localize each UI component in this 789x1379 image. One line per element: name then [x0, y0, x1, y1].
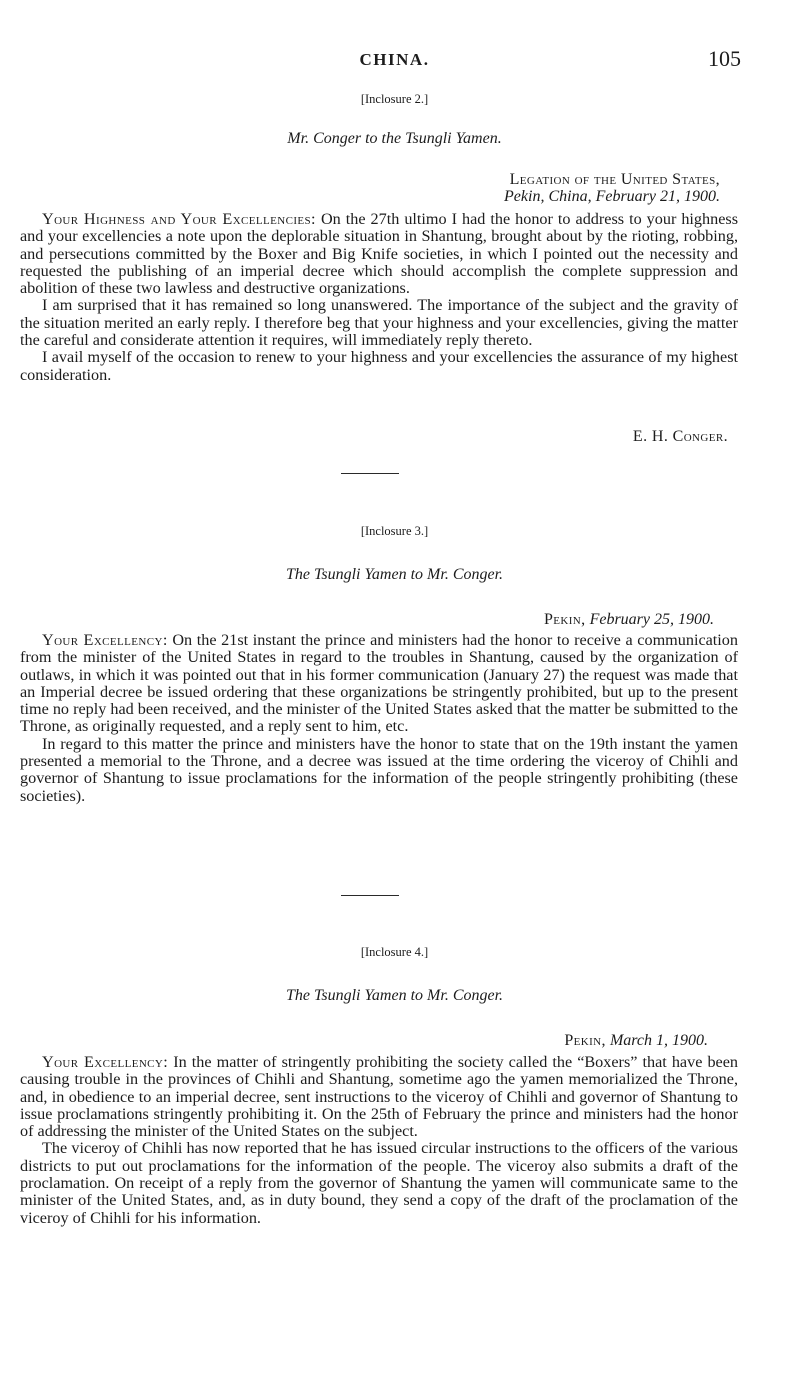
- body-paragraph: Your Excellency: In the matter of stringently prohibiting the society called the “Boxers” that have been causing trouble in the provinces of Chihli and Shantung, sometime ago the yamen memorialized the Throne, and, in obedience to an imperial decree, sent instructions to the viceroy of Chihli and governor of Shantung to issue proclamations stringently prohibiting it. On the 25th of February the prince and ministers had the honor of addressing the minister of the United States on the subject.: [20, 1053, 739, 1141]
- body-paragraph: The viceroy of Chihli has now reported that he has issued circular instructions to the officers of the various districts to put out proclamations for the information of the people. The viceroy also submits a draft of the proclamation. On receipt of a reply from the governor of Shantung the yamen will communicate same to the minister of the United States, and, as in duty bound, they send a copy of the draft of the proclamation of the viceroy of Chihli for his information.: [20, 1139, 738, 1227]
- body-paragraph: In regard to this matter the prince and ministers have the honor to state that on the 19th instant the yamen presented a memorial to the Throne, and a decree was issued at the time ordering the viceroy of Chihli and governor of Shantung to issue proclamations for the information of the people stringently prohibiting (these societies).: [20, 734, 738, 805]
- letter-heading: [20, 171, 738, 205]
- date: February 25, 1900.: [589, 611, 714, 628]
- date: March 1, 1900.: [609, 1032, 708, 1049]
- section-divider: [341, 895, 399, 896]
- dateline: [20, 611, 738, 628]
- page-header: [0, 46, 789, 76]
- salutation: Your Excellency:: [42, 631, 168, 649]
- letter-title: The Tsungli Yamen to Mr. Conger.: [285, 987, 504, 1004]
- section-divider: [341, 473, 399, 474]
- letter-body: [20, 1054, 738, 1227]
- body-paragraph: Your Highness and Your Excellencies: On the 27th ultimo I had the honor to address to your highness and your excellencies a note upon the deplorable situation in Shantung, brought about by the rioting, robbing, and persecutions committed by the Boxer and Big Knife societies, in which I pointed out the necessity and requested the publishing of an imperial decree which should accomplish the complete suppression and abolition of these two lawless and destructive organizations.: [20, 210, 738, 298]
- letter-title: Mr. Conger to the Tsungli Yamen.: [287, 130, 502, 147]
- page-number: 105: [708, 46, 741, 71]
- dateline: [20, 1032, 738, 1049]
- body-paragraph: I am surprised that it has remained so long unanswered. The importance of the subject and the gravity of the situation merited an early reply. I therefore beg that your highness and your excellencies, giving the matter the careful and considerate attention it requires, will immediately reply thereto.: [20, 296, 738, 350]
- letter-body: [20, 632, 738, 805]
- salutation: Your Excellency:: [42, 1053, 169, 1071]
- inclosure-label: [Inclosure 4.]: [360, 945, 429, 959]
- place: Pekin,: [564, 1032, 606, 1049]
- body-paragraph: Your Excellency: On the 21st instant the prince and ministers had the honor to receive a communication from the minister of the United States in regard to the troubles in Shantung, caused by the organization of outlaws, in which it was pointed out that in his former communication (January 27) the request was made that an Imperial decree be issued ordering that these organizations be stringently prohibited, but up to the present time no reply had been received, and the minister of the United States asked that the matter be submitted to the Throne, as originally requested, and a reply sent to him, etc.: [20, 631, 738, 736]
- inclosure-label: [Inclosure 2.]: [360, 92, 429, 106]
- date-line: Pekin, China, February 21, 1900.: [504, 188, 720, 205]
- signature: E. H. Conger.: [632, 428, 728, 445]
- letter-body: [20, 211, 738, 384]
- body-paragraph: I avail myself of the occasion to renew to your highness and your excellencies the assurance of my highest consideration.: [20, 348, 738, 384]
- salutation: Your Highness and Your Excellencies:: [42, 210, 316, 228]
- place-line: Legation of the United States,: [509, 171, 720, 188]
- place: Pekin,: [543, 611, 586, 628]
- letter-title: The Tsungli Yamen to Mr. Conger.: [285, 566, 504, 583]
- inclosure-label: [Inclosure 3.]: [360, 524, 429, 538]
- running-title: CHINA.: [359, 50, 430, 69]
